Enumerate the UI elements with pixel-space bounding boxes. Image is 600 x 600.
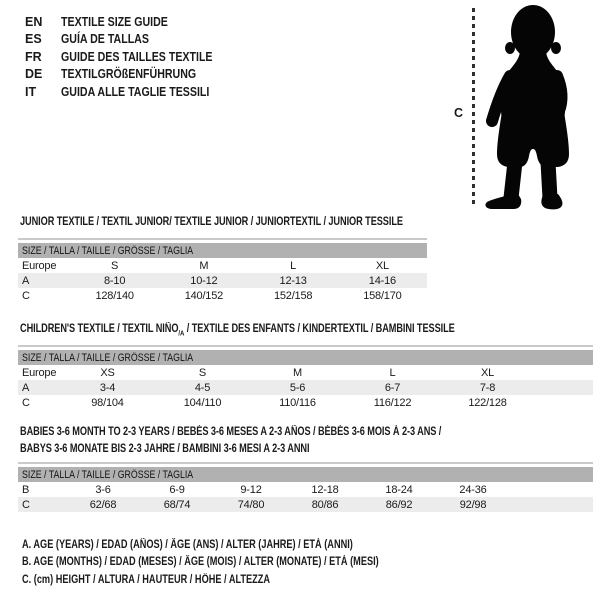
value-cell: 122/128 [468, 396, 507, 409]
value-cell: 152/158 [273, 289, 313, 302]
value-cell: 92/98 [459, 498, 487, 511]
size-header-bar: SIZE / TALLA / TAILLE / GRÖSSE / TAGLIA [18, 350, 593, 365]
value-cell: 68/74 [163, 498, 191, 511]
size-header-bar: SIZE / TALLA / TAILLE / GRÖSSE / TAGLIA [18, 467, 593, 482]
lang-label-es: GUÍA DE TALLAS [61, 32, 149, 47]
row-label: B [22, 483, 30, 496]
footnotes [22, 537, 468, 589]
row-label: A [22, 381, 30, 394]
value-cell: 110/116 [279, 396, 316, 409]
babies-size-table [18, 462, 593, 512]
size-cell: XL [480, 366, 495, 379]
footnote-age-years: A. AGE (YEARS) / EDAD (AÑOS) / ÂGE (ANS) / ALTER (JAHRE) / ETÀ (ANNI) [22, 539, 353, 551]
language-header [25, 13, 239, 101]
value-cell: 4-5 [194, 381, 211, 394]
table-row-europe [18, 365, 593, 380]
size-cell: L [290, 259, 297, 272]
value-cell: 86/92 [385, 498, 413, 511]
figure-label-c: C [454, 106, 464, 120]
value-cell: 80/86 [311, 498, 339, 511]
value-cell: 24-36 [459, 483, 487, 496]
junior-size-table [18, 238, 427, 303]
lang-code-de: DE [25, 67, 43, 82]
value-cell: 7-8 [479, 381, 496, 394]
size-cell: L [389, 366, 396, 379]
table-top-rule [18, 345, 593, 347]
table-row-age [18, 380, 593, 395]
size-cell: M [293, 366, 302, 379]
size-cell: XS [100, 366, 115, 379]
babies-title-line1: BABIES 3-6 MONTH TO 2-3 YEARS / BEBÉS 3-6 MESES A 2-3 AÑOS / BÉBÉS 3-6 MOIS À 2-3 ANS / [20, 426, 442, 438]
row-label: Europe [22, 259, 57, 272]
table-row-age [18, 273, 427, 288]
table-row-height [18, 497, 593, 512]
table-row-age-months [18, 482, 593, 497]
row-label: C [22, 289, 30, 302]
lang-row-de [25, 66, 239, 84]
table-top-rule [18, 238, 427, 240]
size-cell: XL [375, 259, 389, 272]
value-cell: 9-12 [240, 483, 262, 496]
value-cell: 12-13 [279, 274, 307, 287]
lang-row-fr [25, 48, 239, 66]
height-dotted-line [472, 8, 475, 207]
lang-code-it: IT [25, 84, 37, 99]
lang-row-it [25, 83, 239, 101]
row-label: C [22, 498, 30, 511]
children-size-table [18, 345, 593, 410]
size-header-bar: SIZE / TALLA / TAILLE / GRÖSSE / TAGLIA [18, 243, 427, 258]
table-row-europe [18, 258, 427, 273]
lang-label-fr: GUIDE DES TAILLES TEXTILE [61, 49, 213, 64]
row-label: C [22, 396, 30, 409]
table-row-height [18, 395, 593, 410]
lang-code-es: ES [25, 32, 42, 47]
lang-label-de: TEXTILGRÖßENFÜHRUNG [61, 67, 197, 82]
lang-code-fr: FR [25, 49, 42, 64]
baby-silhouette-icon [484, 4, 596, 212]
title-subscript: /A [178, 328, 185, 338]
value-cell: 116/122 [373, 396, 412, 409]
value-cell: 98/104 [91, 396, 124, 409]
value-cell: 74/80 [237, 498, 265, 511]
size-cell: S [111, 259, 119, 272]
value-cell: 18-24 [385, 483, 413, 496]
junior-table-title: JUNIOR TEXTILE / TEXTIL JUNIOR/ TEXTILE JUNIOR / JUNIORTEXTIL / JUNIOR TESSILE [20, 216, 403, 228]
value-cell: 12-18 [311, 483, 339, 496]
table-row-height [18, 288, 427, 303]
value-cell: 140/152 [184, 289, 224, 302]
value-cell: 6-7 [384, 381, 401, 394]
table-top-rule [18, 462, 593, 464]
size-cell: M [199, 259, 209, 272]
lang-label-it: GUIDA ALLE TAGLIE TESSILI [61, 84, 210, 99]
value-cell: 5-6 [289, 381, 306, 394]
value-cell: 3-4 [99, 381, 116, 394]
footnote-height: C. (cm) HEIGHT / ALTURA / HAUTEUR / HÖHE / ALTEZZA [22, 573, 271, 586]
value-cell: 10-12 [190, 274, 218, 287]
value-cell: 62/68 [89, 498, 117, 511]
lang-label-en: TEXTILE SIZE GUIDE [61, 14, 168, 29]
lang-row-en [25, 13, 239, 31]
lang-code-en: EN [25, 14, 43, 29]
row-label: A [22, 274, 30, 287]
value-cell: 128/140 [95, 289, 134, 302]
value-cell: 14-16 [368, 274, 396, 287]
value-cell: 6-9 [169, 483, 185, 496]
children-table-title: CHILDREN'S TEXTILE / TEXTIL $NIÑO_{/A}$ / TEXTILE DES ENFANTS / KINDERTEXTIL / BAMBINI TESSILE [20, 323, 455, 338]
footnote-age-months: B. AGE (MONTHS) / EDAD (MESES) / ÂGE (MOIS) / ALTER (MONATE) / ETÀ (MESI) [22, 556, 379, 569]
value-cell: 8-10 [104, 274, 126, 287]
babies-title-line2: BABYS 3-6 MONATE BIS 2-3 JAHRE / BAMBINI 3-6 MESI A 2-3 ANNI [20, 442, 310, 455]
value-cell: 158/170 [363, 289, 402, 302]
value-cell: 104/110 [183, 396, 222, 409]
size-cell: S [198, 366, 207, 379]
babies-table-title [20, 424, 441, 457]
value-cell: 3-6 [95, 483, 111, 496]
lang-row-es [25, 31, 239, 49]
row-label: Europe [22, 366, 57, 379]
